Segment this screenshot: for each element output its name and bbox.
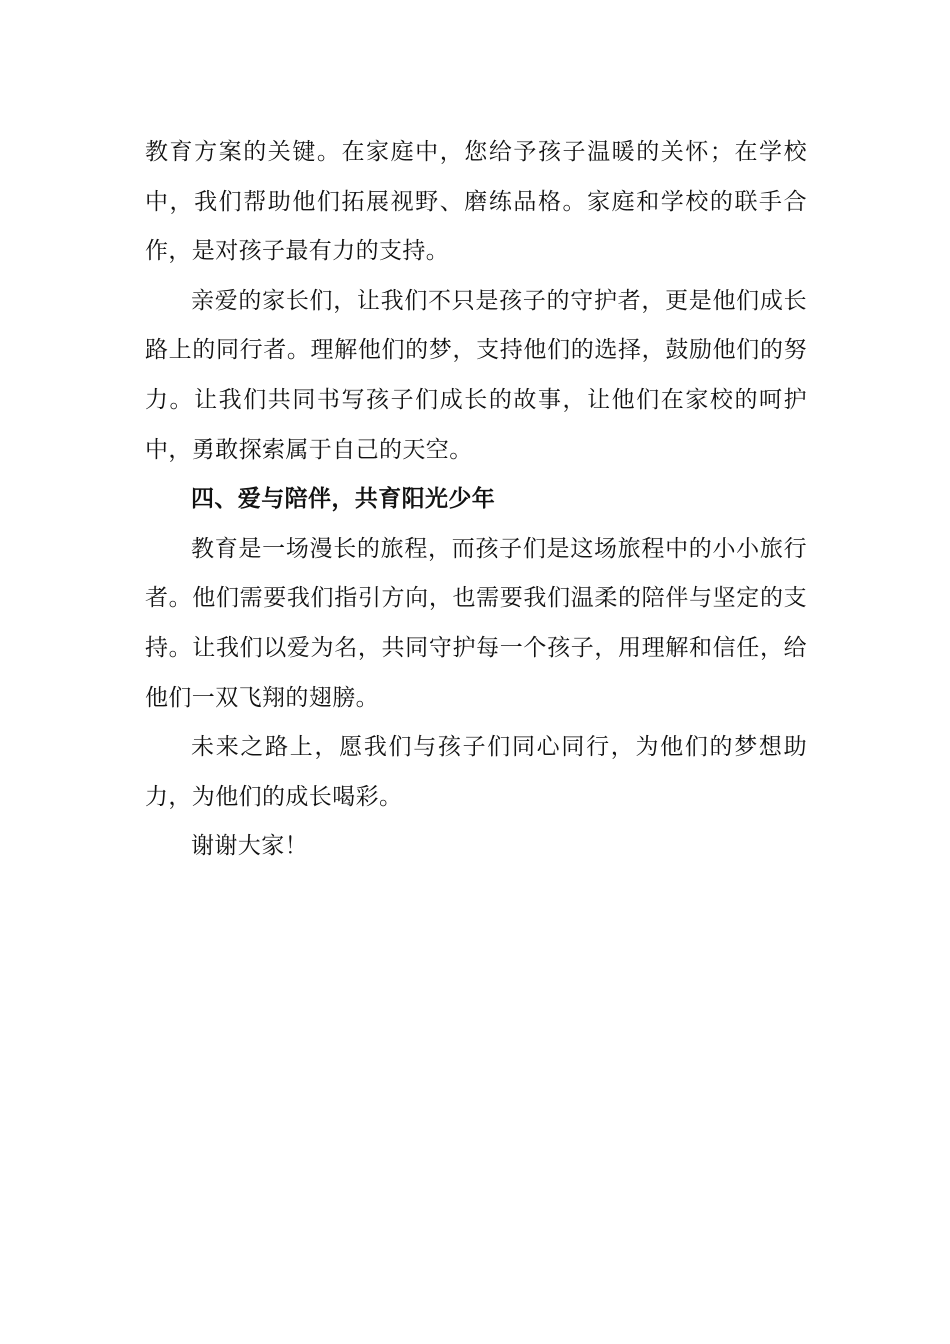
section-heading: 四、爱与陪伴，共育阳光少年 <box>191 486 496 513</box>
document-body <box>145 128 807 872</box>
paragraph-continuation: 教育方案的关键。在家庭中，您给予孩子温暖的关怀；在学校中，我们帮助他们拓展视野、磨练品格。家庭和学校的联手合作，是对孩子最有力的支持。 <box>145 139 807 265</box>
paragraph-parents: 亲爱的家长们，让我们不只是孩子的守护者，更是他们成长路上的同行者。理解他们的梦，支持他们的选择，鼓励他们的努力。让我们共同书写孩子们成长的故事，让他们在家校的呵护中，勇敢探索属于自己的天空。 <box>145 287 807 463</box>
paragraph-future: 未来之路上，愿我们与孩子们同心同行，为他们的梦想助力，为他们的成长喝彩。 <box>145 734 807 810</box>
paragraph-thanks: 谢谢大家！ <box>191 833 308 860</box>
paragraph-journey: 教育是一场漫长的旅程，而孩子们是这场旅程中的小小旅行者。他们需要我们指引方向，也需要我们温柔的陪伴与坚定的支持。让我们以爱为名，共同守护每一个孩子，用理解和信任，给他们一双飞翔的翅膀。 <box>145 535 807 711</box>
